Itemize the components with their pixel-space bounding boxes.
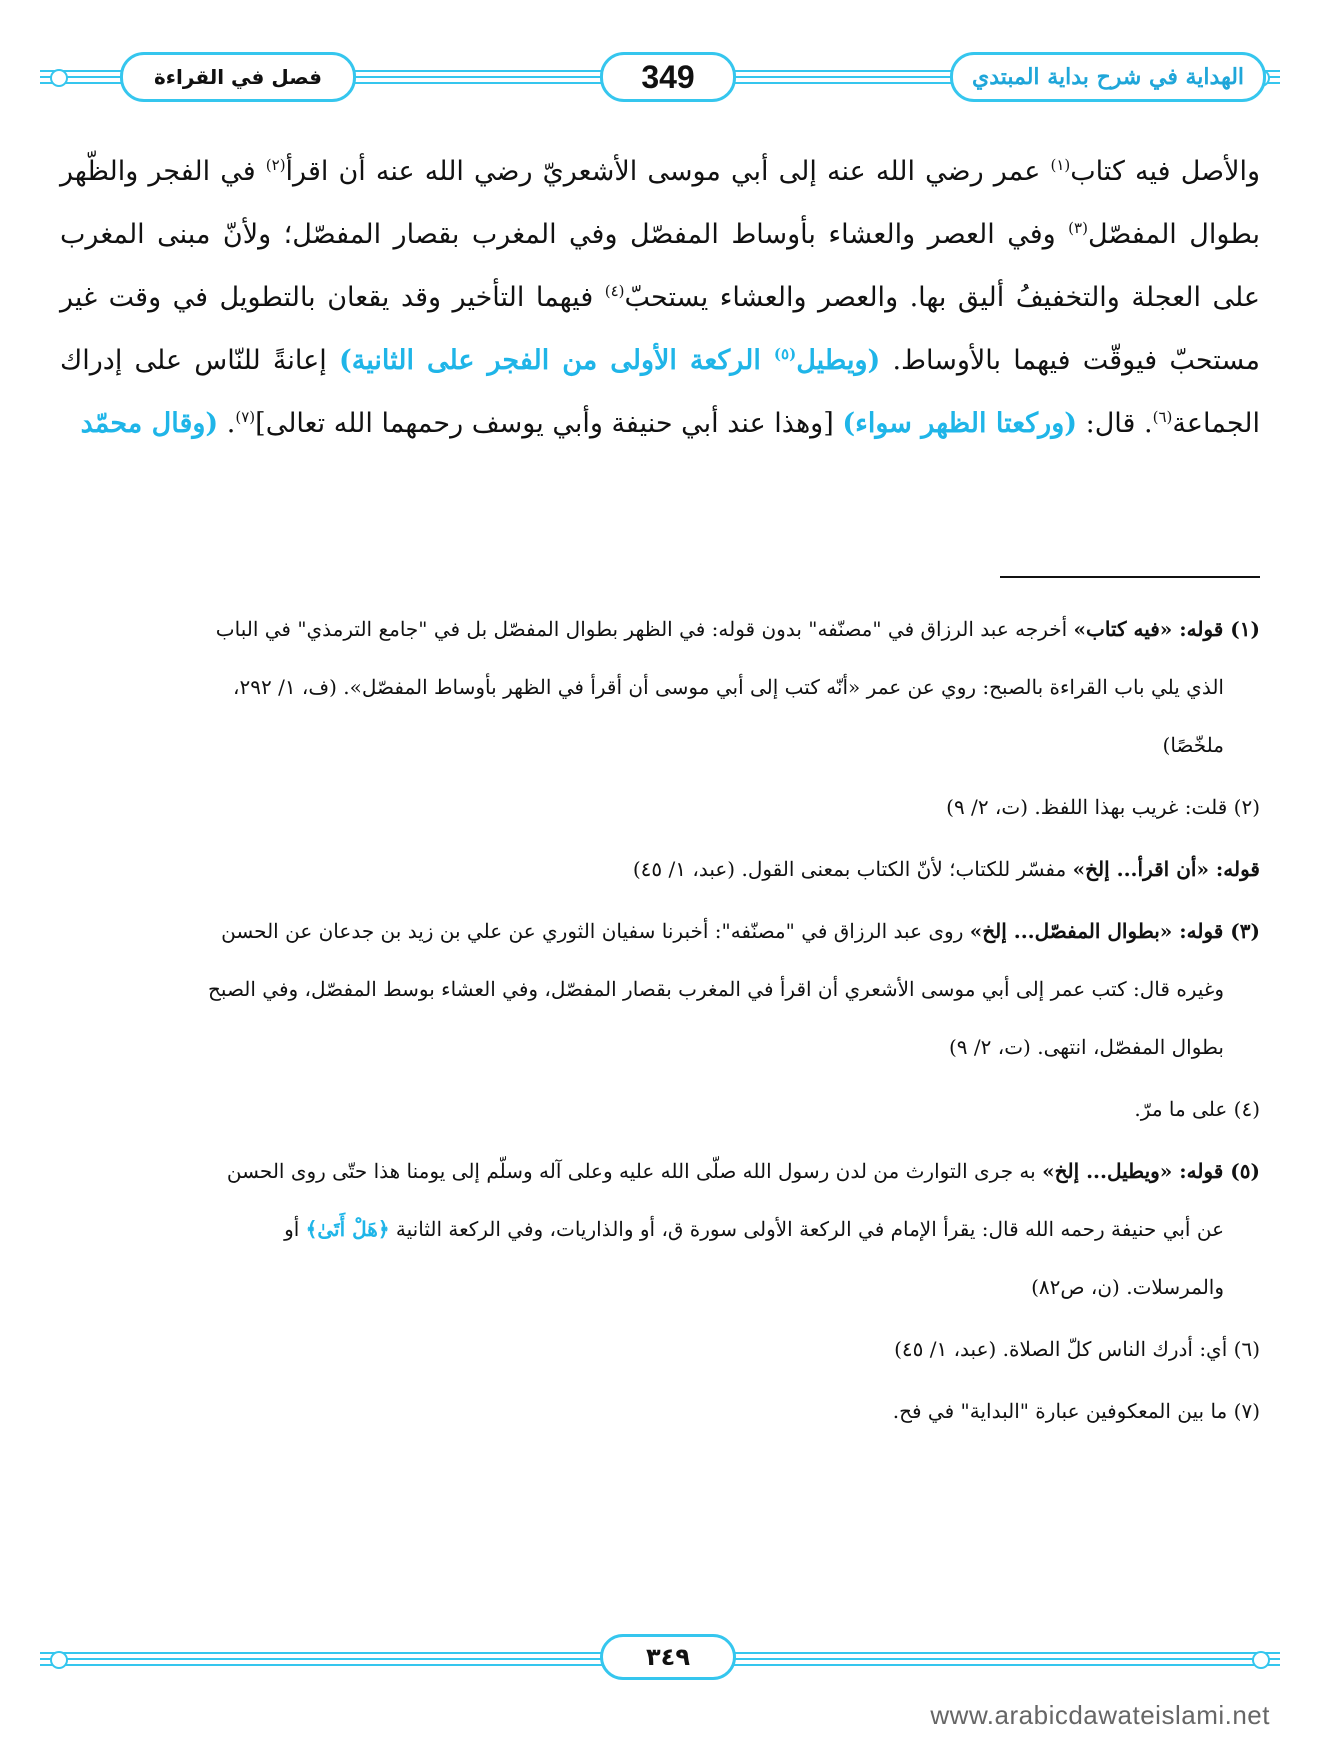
footnote-text: أخرجه عبد الرزاق في "مصنّفه" بدون قوله: في الظهر بطوال المفصّل بل في "جامع الترمذي" في الباب [215, 617, 1074, 641]
footnote-text: بطوال المفصّل، انتهى. (ت، ٢/ ٩) [948, 1035, 1224, 1059]
footnote-text: (٢) قلت: غريب بهذا اللفظ. (ت، ٢/ ٩) [946, 795, 1260, 819]
website-url[interactable]: www.arabicdawateislami.net [930, 1700, 1270, 1730]
book-title: الهداية في شرح بداية المبتدي [950, 52, 1266, 102]
footnote-ref: (٤) [604, 282, 625, 300]
footnote-text [60, 1200, 1260, 1258]
footnote-label: (٣) قوله: «بطوال المفصّل... إلخ» [969, 919, 1260, 943]
text-segment: والأصل فيه كتاب [1070, 156, 1261, 187]
matn-highlight: الركعة الأولى من الفجر على الثانية) [338, 345, 774, 376]
footnote [60, 902, 1260, 1076]
footnote [60, 778, 1260, 836]
footer-page-number: ٣٤٩ [600, 1634, 736, 1680]
matn-highlight: (وقال محمّد [80, 408, 219, 439]
footnote-ref: (١) [1050, 156, 1071, 174]
ornament-icon [50, 1651, 68, 1669]
text-segment: . [218, 408, 236, 439]
footnote-ref: (٢) [265, 156, 286, 174]
ornament-icon [50, 69, 68, 87]
footnote-text: (٤) على ما مرّ. [1134, 1097, 1260, 1121]
footnote-separator [1000, 576, 1260, 578]
ornament-icon [1252, 1651, 1270, 1669]
main-paragraph [60, 140, 1260, 455]
footnote-text: عن أبي حنيفة رحمه الله قال: يقرأ الإمام في الركعة الأولى سورة ق، أو والذاريات، وفي الركعة الثانية [389, 1217, 1224, 1241]
matn-highlight: (ويطيل [796, 345, 881, 376]
chapter-title: فصل في القراءة [120, 52, 356, 102]
footnote [60, 1142, 1260, 1316]
text-segment: عمر رضي الله عنه إلى أبي موسى الأشعريّ رضي الله عنه أن اقرأ [285, 156, 1051, 187]
footnote-text: الذي يلي باب القراءة بالصبح: روي عن عمر «أنّه كتب إلى أبي موسى أن أقرأ في الظهر بأوساط المفصّل». (ف، ١/ ٢٩٢، [233, 675, 1224, 699]
footnote-ref: (٥) [773, 345, 797, 363]
footnote-label: قوله: «أن اقرأ... إلخ» [1072, 857, 1260, 881]
footnote [60, 1320, 1260, 1378]
matn-highlight: (وركعتا الظهر سواء) [842, 408, 1078, 439]
footnote-text: به جرى التوارث من لدن رسول الله صلّى الله عليه وعلى آله وسلّم إلى يومنا هذا حتّى روى الحسن [226, 1159, 1043, 1183]
footnote-text: والمرسلات. (ن، ص٨٢) [1031, 1275, 1224, 1299]
text-segment: وفي العصر والعشاء بأوساط المفصّل وفي المغرب بقصار المفصّل؛ ولأنّ مبنى المغرب على العجلة والتخفيفُ أليق بها. والعصر والعشاء يستحبّ [60, 219, 1260, 313]
footnote-ref: (٧) [235, 408, 256, 426]
quran-quote: ﴿هَلْ أَتَىٰ﴾ [305, 1217, 390, 1241]
text-segment: [وهذا عند أبي حنيفة وأبي يوسف رحمهما الله تعالى] [255, 408, 843, 439]
page-footer [40, 1632, 1280, 1682]
page-number: 349 [600, 52, 736, 102]
text-segment: في الفجر والظّهر بطوال المفصّل [60, 156, 1261, 250]
footnote-text: روى عبد الرزاق في "مصنّفه": أخبرنا سفيان الثوري عن علي بن زيد بن جدعان عن الحسن [221, 919, 970, 943]
footnote-text: (٦) أي: أدرك الناس كلّ الصلاة. (عبد، ١/ ٤٥) [894, 1337, 1260, 1361]
text-segment: فيهما التأخير وقد يقعان بالتطويل في وقت غير مستحبّ فيوقّت فيهما بالأوساط. [60, 282, 1260, 376]
text-segment: إعانةً للنّاس على إدراك الجماعة [60, 345, 1260, 439]
footnote [60, 1382, 1260, 1440]
page-header [40, 46, 1280, 106]
footnote [60, 840, 1260, 898]
main-text [60, 140, 1260, 455]
footnote-ref: (٦) [1152, 408, 1173, 426]
footnote-text: وغيره قال: كتب عمر إلى أبي موسى الأشعري أن اقرأ في المغرب بقصار المفصّل، وفي العشاء بوسط المفصّل، وفي الصبح [208, 977, 1224, 1001]
footnote-text: مفسّر للكتاب؛ لأنّ الكتاب بمعنى القول. (عبد، ١/ ٤٥) [632, 857, 1073, 881]
footnote [60, 1080, 1260, 1138]
footnote [60, 600, 1260, 774]
text-segment: . قال: [1077, 408, 1153, 439]
footnote-label: (١) قوله: «فيه كتاب» [1073, 617, 1260, 641]
footnote-ref: (٣) [1068, 219, 1088, 237]
footnote-text: (٧) ما بين المعكوفين عبارة "البداية" في فح. [892, 1399, 1260, 1423]
footnotes [60, 600, 1260, 1444]
footnote-label: (٥) قوله: «ويطيل... إلخ» [1042, 1159, 1260, 1183]
footnote-text: ملخّصًا) [1162, 733, 1224, 757]
footnote-text: أو [284, 1217, 306, 1241]
